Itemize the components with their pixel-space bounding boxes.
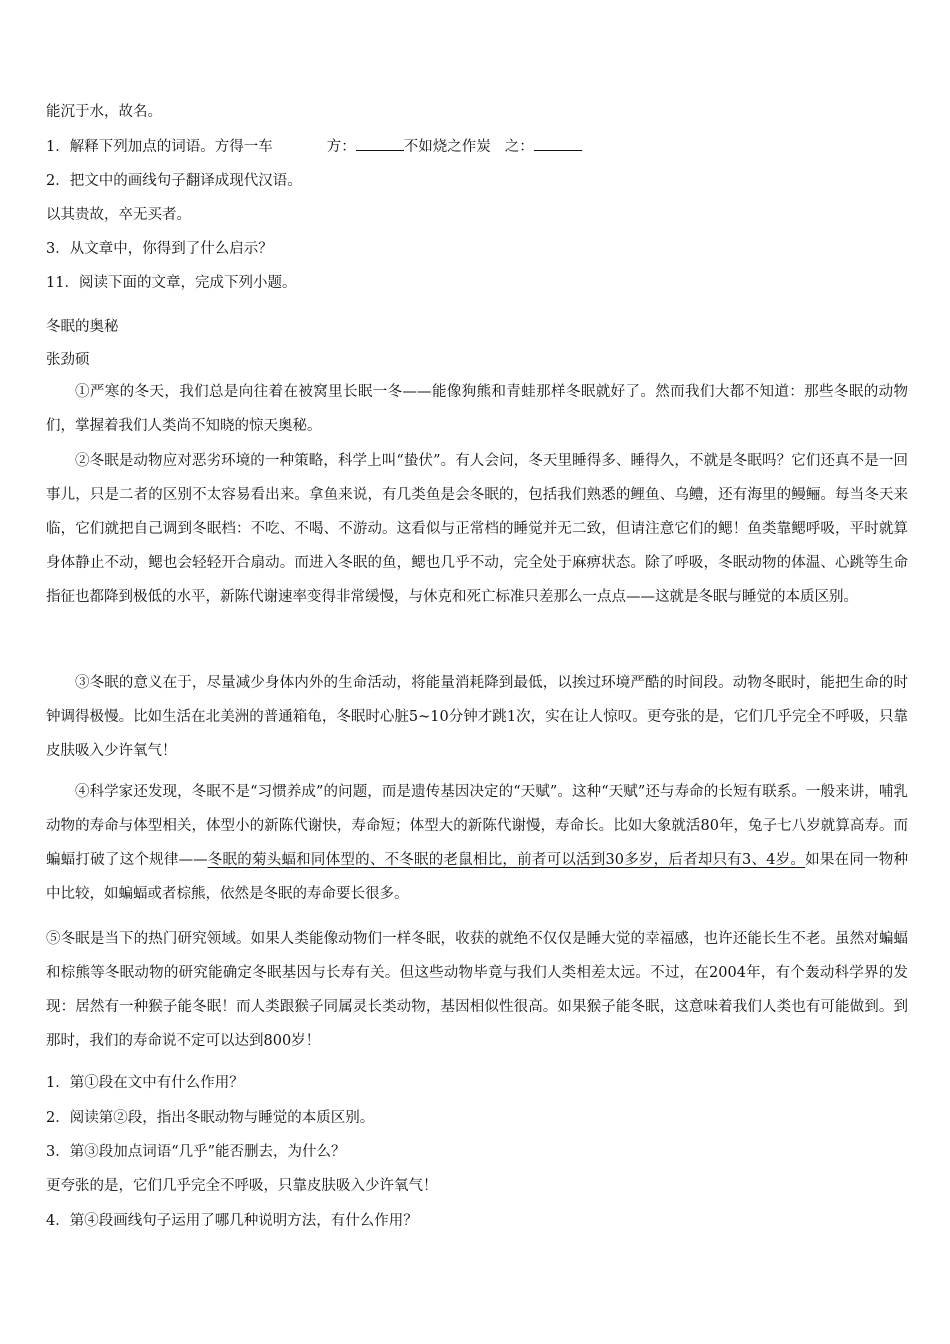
question-2-line: 2．把文中的画线句子翻译成现代汉语。: [46, 173, 302, 189]
question-2-sentence: 以其贵故，卒无买者。: [46, 207, 191, 223]
paragraph-4: [46, 775, 908, 911]
q1-label-b: 之：: [504, 139, 534, 155]
paragraph-4-underlined-sentence: 冬眠的菊头蝠和同体型的、不冬眠的老鼠相比，前者可以活到30多岁，后者却只有3、4岁。: [207, 852, 806, 868]
sub-question-2: 2．阅读第②段，指出冬眠动物与睡觉的本质区别。: [46, 1110, 375, 1126]
sub-question-4: 4．第④段画线句子运用了哪几种说明方法，有什么作用？: [46, 1213, 418, 1229]
question-3-line: 3．从文章中，你得到了什么启示？: [46, 241, 273, 257]
answer-blank-b[interactable]: [534, 136, 582, 151]
q1-mid: 不如烧之作炭: [403, 139, 491, 155]
section-11-heading: 11．阅读下面的文章，完成下列小题。: [46, 275, 297, 291]
question-1-line: [46, 136, 582, 157]
q1-prefix: 1．解释下列加点的词语。方得一车: [46, 139, 273, 155]
article-title: 冬眠的奥秘: [46, 319, 119, 335]
q1-label-a: 方：: [326, 139, 356, 155]
paragraph-1: ①严寒的冬天，我们总是向往着在被窝里长眠一冬——能像狗熊和青蛙那样冬眠就好了。然而我们大都不知道：那些冬眠的动物们，掌握着我们人类尚不知晓的惊天奥秘。: [46, 384, 908, 434]
paragraph-2: ②冬眠是动物应对恶劣环境的一种策略，科学上叫“蛰伏”。有人会问，冬天里睡得多、睡得久，不就是冬眠吗？它们还真不是一回事儿，只是二者的区别不太容易看出来。拿鱼来说，有几类鱼是会冬眠的，包括我们熟悉的鲤鱼、乌鳢，还有海里的鳗鲡。每当冬天来临，它们就把自己调到冬眠档：不吃、不喝、不游动。这看似与正常档的睡觉并无二致，但请注意它们的鳃！鱼类靠鳃呼吸，平时就算身体静止不动，鳃也会轻轻开合扇动。而进入冬眠的鱼，鳃也几乎不动，完全处于麻痹状态。除了呼吸，冬眠动物的体温、心跳等生命指征也都降到极低的水平，新陈代谢速率变得非常缓慢，与休克和死亡标准只差那么一点点——这就是冬眠与睡觉的本质区别。: [46, 453, 908, 605]
sub-question-3-quote: 更夸张的是，它们几乎完全不呼吸，只靠皮肤吸入少许氧气！: [46, 1178, 438, 1194]
sub-question-1: 1．第①段在文中有什么作用？: [46, 1075, 244, 1091]
paragraph-4-text-a: ④科学家还发现，冬眠不是“习惯养成”的问题，而是遗传基因决定的“天赋”。这种“天赋”还与寿命的长短有联系。一般来讲，哺乳动物的寿命与体型相关，体型小的新陈代谢快，寿命短；体型大的新陈代谢慢，寿命长。比如大象就活80年，兔子七八岁就算高寿。而蝙蝠打破了这个规律——: [46, 784, 908, 868]
answer-blank-a[interactable]: [356, 136, 404, 151]
carryover-line: 能沉于水，故名。: [46, 104, 162, 120]
paragraph-4-text-b: 如果在同一物种中比较，如蝙蝠或者棕熊，依然是冬眠的寿命要长很多。: [46, 852, 909, 902]
article-author: 张劲硕: [46, 352, 90, 368]
paragraph-3: ③冬眠的意义在于，尽量减少身体内外的生命活动，将能量消耗降到最低，以挨过环境严酷的时间段。动物冬眠时，能把生命的时钟调得极慢。比如生活在北美洲的普通箱龟，冬眠时心脏5~10分钟才跳1次，实在让人惊叹。更夸张的是，它们几乎完全不呼吸，只靠皮肤吸入少许氧气！: [46, 675, 908, 759]
sub-question-3: 3．第③段加点词语“几乎”能否删去，为什么？: [46, 1144, 346, 1160]
paragraph-5: ⑤冬眠是当下的热门研究领域。如果人类能像动物们一样冬眠，收获的就绝不仅仅是睡大觉的幸福感，也许还能长生不老。虽然对蝙蝠和棕熊等冬眠动物的研究能确定冬眠基因与长寿有关。但这些动物毕竟与我们人类相差太远。不过，在2004年，有个轰动科学界的发现：居然有一种猴子能冬眠！而人类跟猴子同属灵长类动物，基因相似性很高。如果猴子能冬眠，这意味着我们人类也有可能做到。到那时，我们的寿命说不定可以达到800岁！: [46, 931, 908, 1049]
